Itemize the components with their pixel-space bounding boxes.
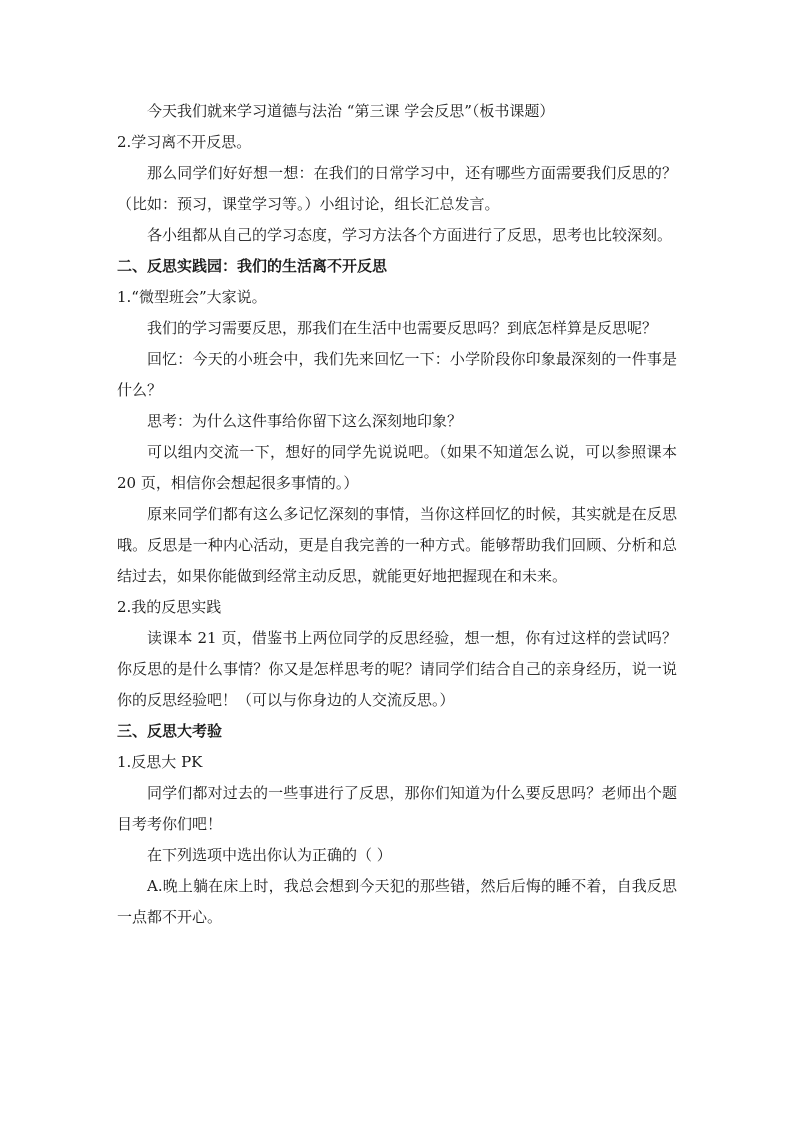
subheading-class-meeting: 1.“微型班会”大家说。 <box>117 288 267 306</box>
document-body <box>117 96 677 933</box>
paragraph-life-reflection: 我们的学习需要反思，那我们在生活中也需要反思吗？到底怎样算是反思呢？ <box>147 319 658 337</box>
paragraph-group-summary: 各小组都从自己的学习态度，学习方法各个方面进行了反思，思考也比较深刻。 <box>147 226 673 244</box>
subheading-my-practice: 2.我的反思实践 <box>117 598 222 616</box>
subheading-learning-reflection: 2.学习离不开反思。 <box>117 133 252 151</box>
paragraph-option-a: A.晚上躺在床上时，我总会想到今天犯的那些错，然后后悔的睡不着，自我反思一点都不开心。 <box>117 877 677 926</box>
paragraph-lesson-intro: 今天我们就来学习道德与法治 “第三课 学会反思”（板书课题） <box>147 102 555 120</box>
paragraph-think: 思考：为什么这件事给你留下这么深刻地印象？ <box>147 412 463 430</box>
section-heading-practice: 二、反思实践园：我们的生活离不开反思 <box>117 257 388 275</box>
paragraph-question-prompt: 在下列选项中选出你认为正确的（ ） <box>147 846 392 864</box>
paragraph-textbook-reading: 读课本 21 页，借鉴书上两位同学的反思经验，想一想，你有过这样的尝试吗？你反思的是什么事情？你又是怎样思考的呢？请同学们结合自己的亲身经历，说一说你的反思经验吧！（可以与你身边的人交流反思。） <box>117 629 677 709</box>
paragraph-recall: 回忆：今天的小班会中，我们先来回忆一下：小学阶段你印象最深刻的一件事是什么？ <box>117 350 677 399</box>
paragraph-question-intro: 同学们都对过去的一些事进行了反思，那你们知道为什么要反思吗？老师出个题目考考你们吧！ <box>117 784 677 833</box>
paragraph-discussion-prompt: 那么同学们好好想一想：在我们的日常学习中，还有哪些方面需要我们反思的？（比如：预习，课堂学习等。）小组讨论，组长汇总发言。 <box>117 164 677 213</box>
paragraph-reflection-meaning: 原来同学们都有这么多记忆深刻的事情，当你这样回忆的时候，其实就是在反思哦。反思是一种内心活动，更是自我完善的一种方式。能够帮助我们回顾、分析和总结过去，如果你能做到经常主动反思，就能更好地把握现在和未来。 <box>117 505 677 585</box>
paragraph-exchange: 可以组内交流一下，想好的同学先说说吧。（如果不知道怎么说，可以参照课本 20 页，相信你会想起很多事情的。） <box>117 443 677 492</box>
subheading-pk: 1.反思大 PK <box>117 753 203 771</box>
section-heading-test: 三、反思大考验 <box>117 722 223 740</box>
